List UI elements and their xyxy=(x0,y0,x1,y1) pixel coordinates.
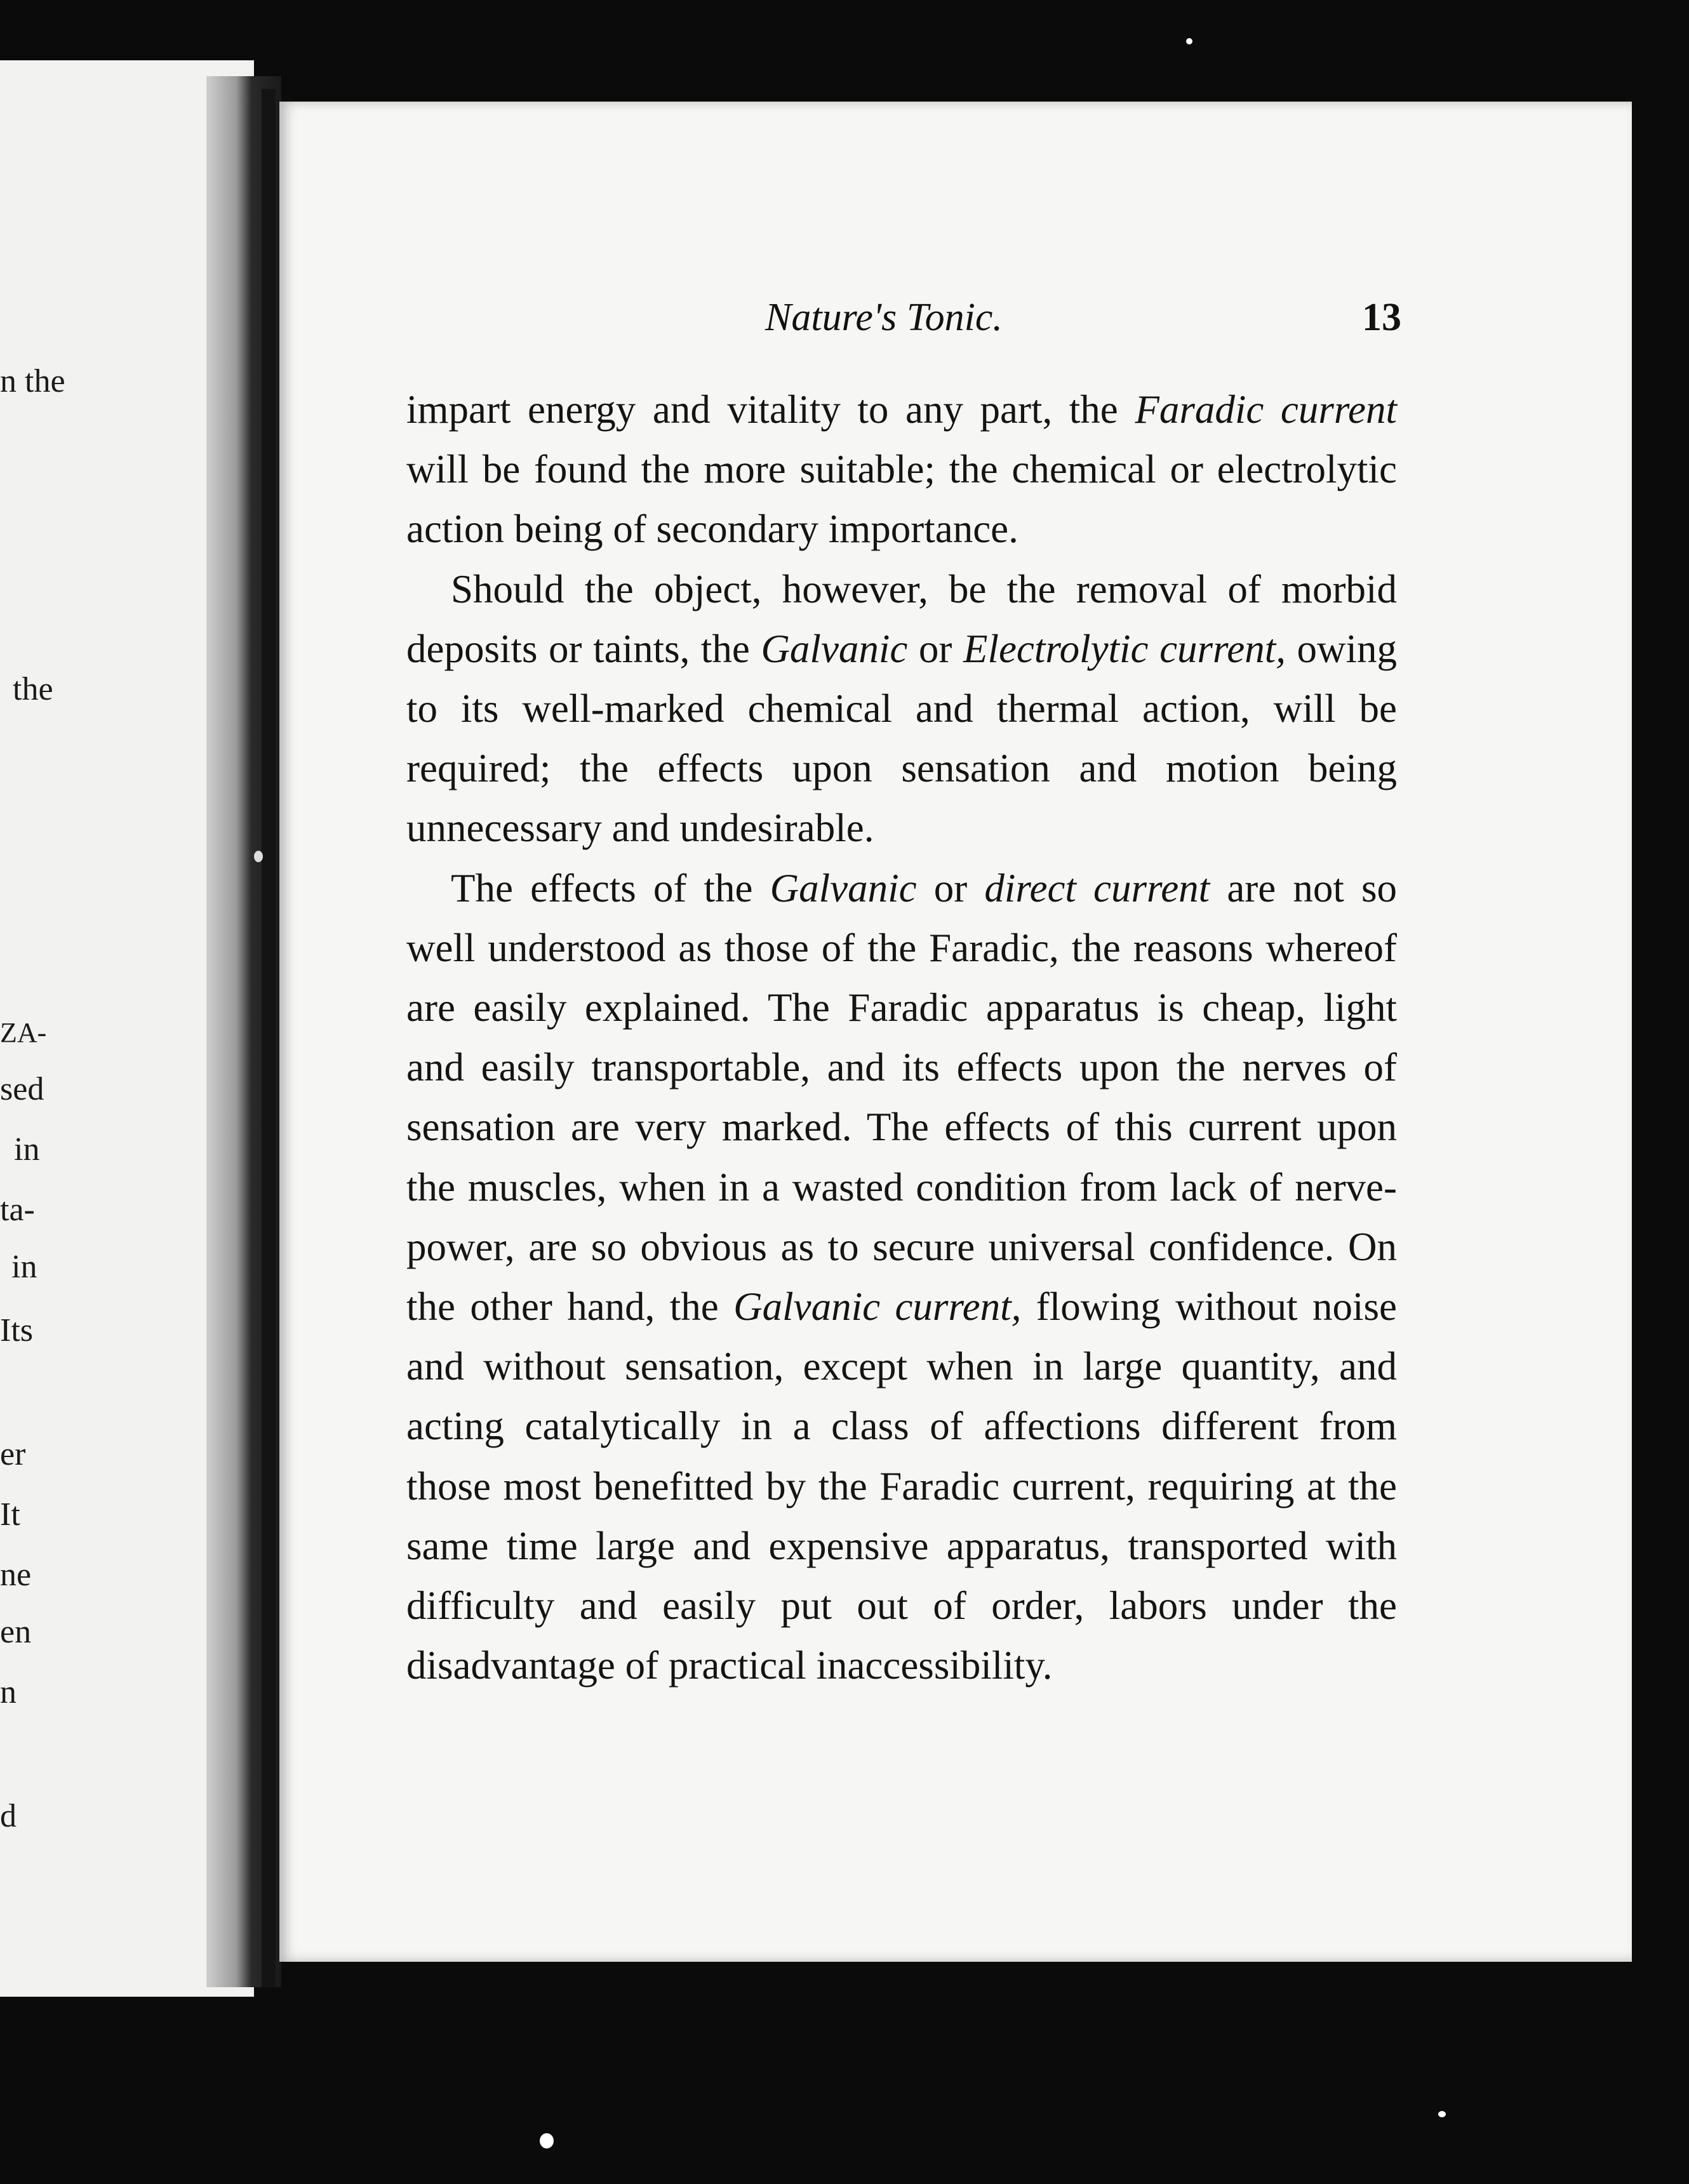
paragraph-2 xyxy=(406,559,1397,858)
left-page-line: Its xyxy=(0,1312,33,1348)
scan-speck xyxy=(1438,2111,1446,2117)
paragraph-1 xyxy=(406,380,1397,559)
text-run: are not so well understood as those of the Faradic, the reasons whereof are easily explained. The Faradic apparatus is cheap, light and easily transportable, and its effects upon the nerves of sensation are very marked. The effects of this current upon the muscles, when in a wasted condition from lack of nerve-power, are so obvious as to secure universal confidence. On the other hand, the xyxy=(406,865,1397,1329)
left-page-line: n xyxy=(0,1674,17,1710)
italic-term: Galvanic xyxy=(770,865,917,910)
body-text xyxy=(406,380,1397,1695)
italic-term: Faradic current xyxy=(1135,387,1398,432)
running-title: Nature's Tonic. xyxy=(765,296,1003,339)
left-page-line: It xyxy=(0,1496,20,1533)
gutter-shadow-rule xyxy=(262,89,276,1987)
left-page-line: ta- xyxy=(0,1192,35,1228)
left-page-line: n the xyxy=(0,363,65,399)
italic-term: direct current xyxy=(984,865,1210,910)
page-number: 13 xyxy=(1362,296,1401,339)
italic-term: Galvanic xyxy=(761,626,908,671)
right-page xyxy=(279,102,1632,1962)
left-page-line: d xyxy=(0,1798,17,1834)
text-run: Should the object, however, be the removal of morbid deposits or taints, the xyxy=(406,566,1397,671)
left-page-line: in xyxy=(11,1249,37,1285)
left-page-line: ne xyxy=(0,1557,32,1593)
text-run: impart energy and vitality to any part, the xyxy=(406,387,1135,432)
scan-speck xyxy=(254,851,263,862)
paragraph-3 xyxy=(406,858,1397,1696)
left-page-line: in xyxy=(14,1131,40,1168)
scan-speck xyxy=(540,2133,554,2148)
text-run: will be found the more suitable; the chemical or electrolytic action being of secondary importance. xyxy=(406,447,1397,552)
text-run: or xyxy=(916,865,985,910)
text-run: The effects of the xyxy=(451,865,770,910)
text-run: or xyxy=(907,626,963,671)
text-run: owing to its well-marked chemical and thermal action, will be required; the effects upon sensation and motion being unnecessary and undesirable. xyxy=(406,626,1398,851)
italic-term: Galvanic current, xyxy=(733,1284,1022,1329)
left-page-line: the xyxy=(13,671,53,707)
scan-speck xyxy=(1186,38,1192,44)
text-run: flowing without noise and without sensation, except when in large quantity, and acting catalytically in a class of affections different from those most benefitted by the Faradic current, requiring at the same time large and expensive apparatus, transported with difficulty and easily put out of order, labors under the disadvantage of practical inaccessibility. xyxy=(406,1284,1397,1688)
left-page-line: en xyxy=(0,1614,32,1650)
italic-term: Electrolytic current, xyxy=(963,626,1286,671)
left-page-line: ZA- xyxy=(0,1017,47,1048)
left-page-line: er xyxy=(0,1436,26,1472)
left-page-line: sed xyxy=(0,1071,44,1107)
running-head xyxy=(279,295,1632,352)
